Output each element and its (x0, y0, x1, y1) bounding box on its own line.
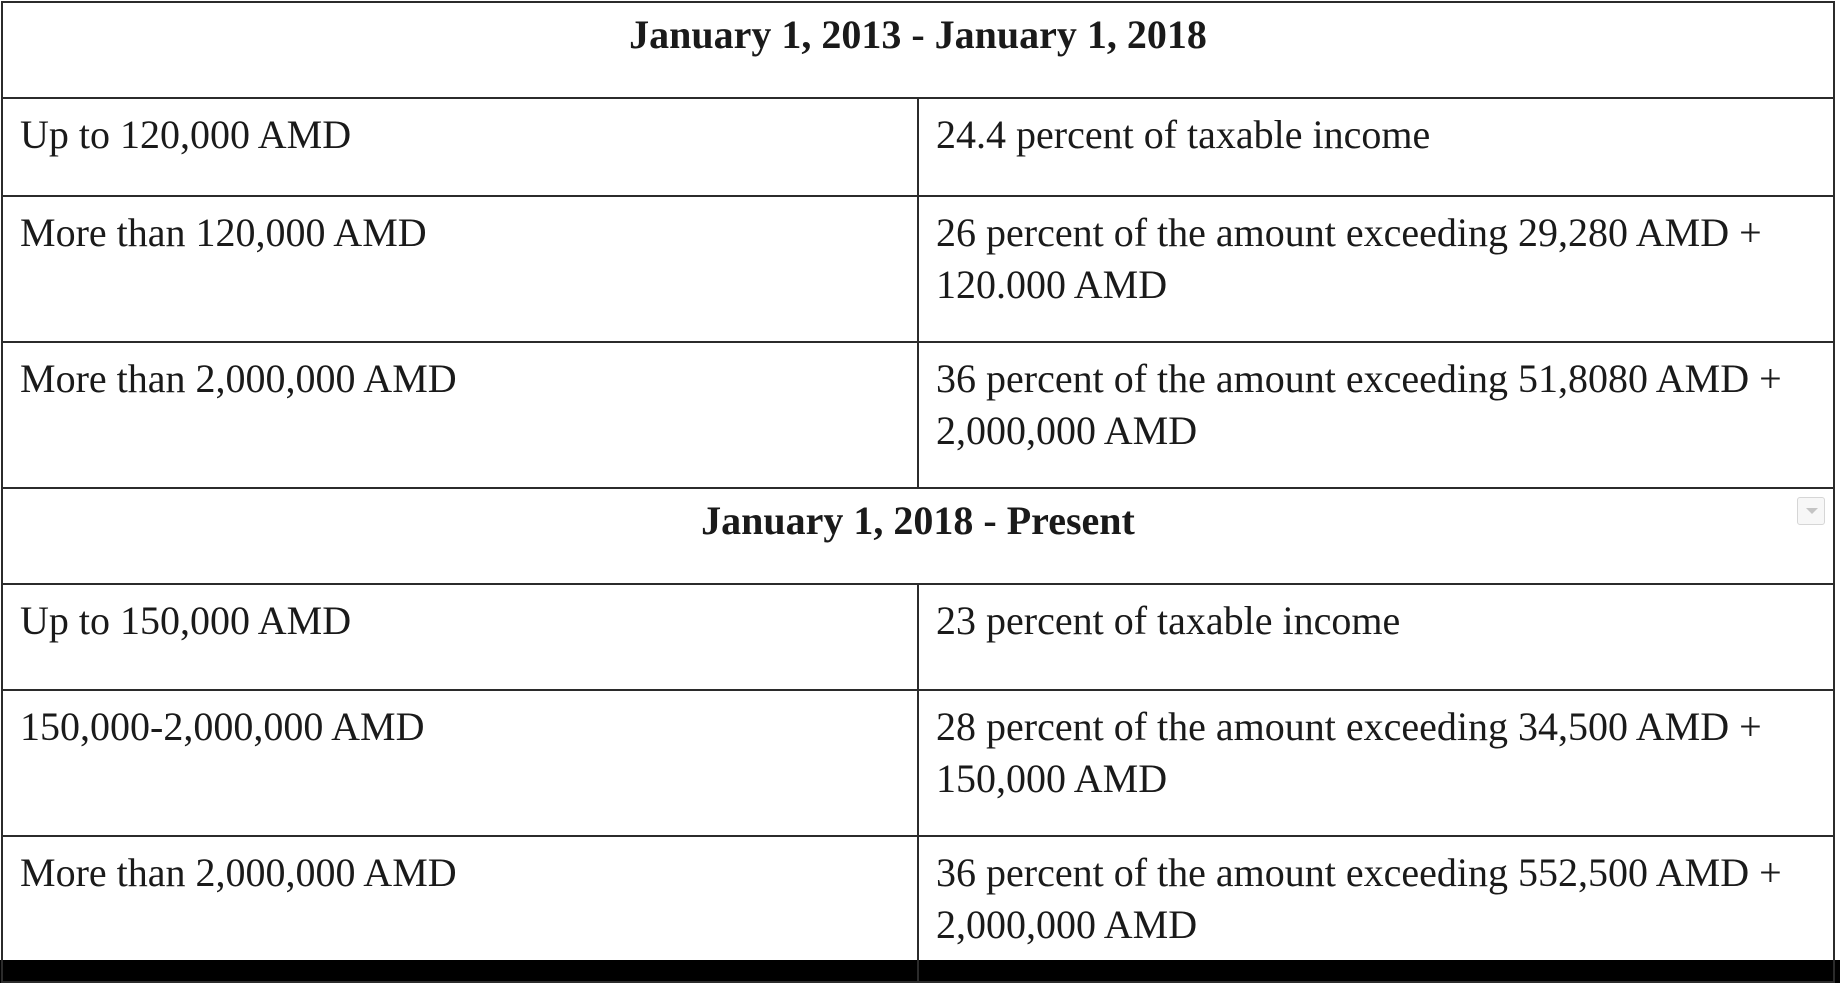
table-row (2, 836, 1834, 982)
period-title: January 1, 2018 - Present (701, 498, 1135, 543)
rate-cell: 26 percent of the amount exceeding 29,280 AMD + 120.000 AMD (918, 196, 1834, 342)
period-header-row (2, 2, 1834, 98)
rate-cell: 36 percent of the amount exceeding 552,500 AMD + 2,000,000 AMD (918, 836, 1834, 982)
bracket-cell: More than 120,000 AMD (2, 196, 918, 342)
bracket-cell: More than 2,000,000 AMD (2, 342, 918, 488)
table-row (2, 196, 1834, 342)
table-row (2, 690, 1834, 836)
rate-cell: 28 percent of the amount exceeding 34,500 AMD + 150,000 AMD (918, 690, 1834, 836)
rate-cell: 24.4 percent of taxable income (918, 98, 1834, 196)
period-title: January 1, 2013 - January 1, 2018 (2, 2, 1834, 98)
period-header-row (2, 488, 1834, 584)
period-header-cell (2, 488, 1834, 584)
chevron-down-icon (1806, 508, 1818, 514)
table-row (2, 98, 1834, 196)
bracket-cell: Up to 150,000 AMD (2, 584, 918, 690)
income-tax-rate-table (1, 1, 1835, 983)
table-row (2, 342, 1834, 488)
rate-cell: 23 percent of taxable income (918, 584, 1834, 690)
bracket-cell: 150,000-2,000,000 AMD (2, 690, 918, 836)
bracket-cell: More than 2,000,000 AMD (2, 836, 918, 982)
rate-cell: 36 percent of the amount exceeding 51,8080 AMD + 2,000,000 AMD (918, 342, 1834, 488)
table-menu-button[interactable] (1797, 497, 1825, 525)
bracket-cell: Up to 120,000 AMD (2, 98, 918, 196)
table-row (2, 584, 1834, 690)
